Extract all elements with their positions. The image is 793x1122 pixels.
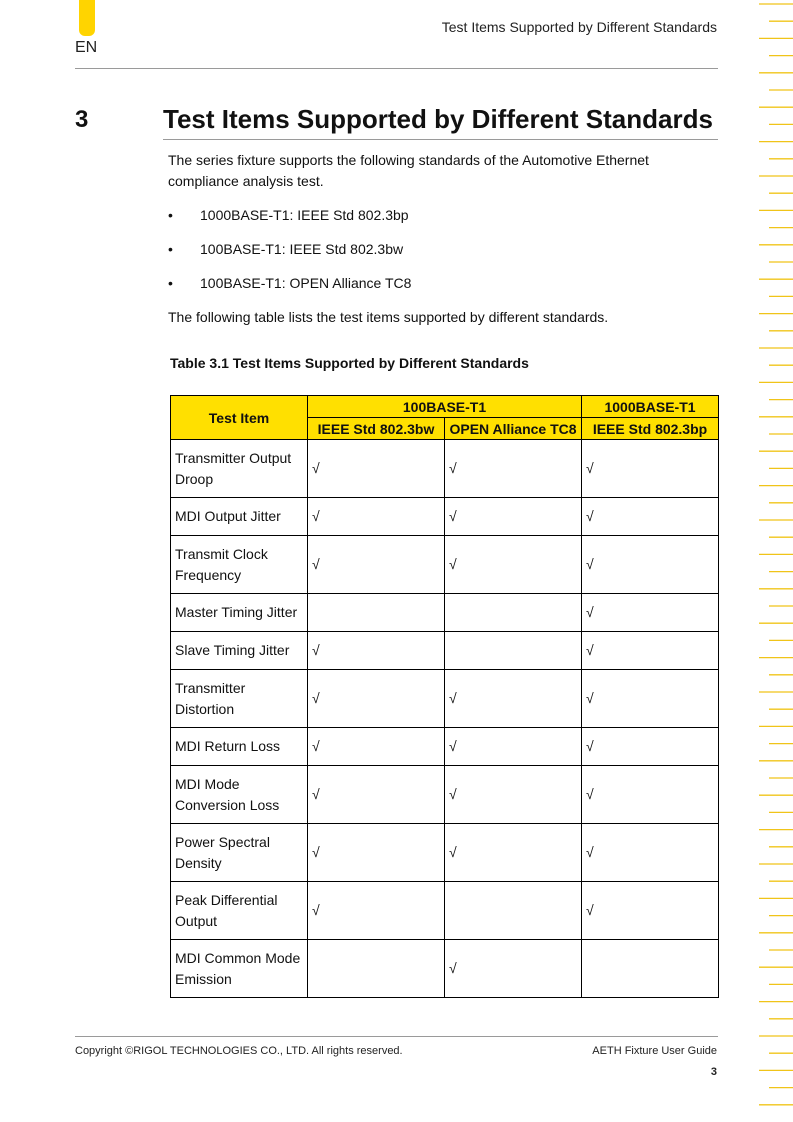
ieee-802-3bw-cell: √ [308,670,445,728]
table-row [171,766,719,824]
ieee-802-3bp-cell: √ [582,594,719,632]
test-item-cell: MDI Common Mode Emission [171,940,308,998]
test-item-cell: MDI Return Loss [171,728,308,766]
table-row [171,728,719,766]
margin-ruler-decoration [757,0,793,1122]
standards-list [168,205,411,307]
ieee-802-3bp-cell: √ [582,632,719,670]
language-tab-marker [79,0,95,36]
header-group-100base-t1: 100BASE-T1 [308,396,582,418]
test-item-cell: MDI Mode Conversion Loss [171,766,308,824]
table-row [171,594,719,632]
test-item-cell: Transmit Clock Frequency [171,536,308,594]
open-alliance-tc8-cell: √ [445,766,582,824]
table-row [171,882,719,940]
ieee-802-3bw-cell: √ [308,882,445,940]
list-item-text: 100BASE-T1: IEEE Std 802.3bw [200,241,404,257]
ieee-802-3bw-cell: √ [308,498,445,536]
ieee-802-3bw-cell [308,940,445,998]
ieee-802-3bp-cell: √ [582,824,719,882]
footer-copyright: Copyright ©RIGOL TECHNOLOGIES CO., LTD. All rights reserved. [75,1045,403,1057]
bullet-icon: • [168,207,173,223]
ieee-802-3bw-cell: √ [308,824,445,882]
open-alliance-tc8-cell: √ [445,670,582,728]
open-alliance-tc8-cell: √ [445,824,582,882]
ieee-802-3bp-cell: √ [582,766,719,824]
table-lead-paragraph: The following table lists the test items supported by different standards. [168,309,609,325]
ieee-802-3bp-cell: √ [582,440,719,498]
open-alliance-tc8-cell [445,882,582,940]
running-header-title: Test Items Supported by Different Standards [441,19,717,35]
test-item-cell: Master Timing Jitter [171,594,308,632]
table-row [171,536,719,594]
list-item-text: 100BASE-T1: OPEN Alliance TC8 [200,275,412,291]
test-item-cell: Transmitter Distortion [171,670,308,728]
bullet-icon: • [168,275,173,291]
header-test-item: Test Item [171,396,308,440]
ieee-802-3bw-cell [308,594,445,632]
test-item-cell: Power Spectral Density [171,824,308,882]
ieee-802-3bp-cell: √ [582,728,719,766]
table-caption: Table 3.1 Test Items Supported by Different Standards [170,355,529,371]
header-ieee-802-3bw: IEEE Std 802.3bw [308,418,445,440]
table-row [171,440,719,498]
test-item-cell: Peak Differential Output [171,882,308,940]
header-open-alliance-tc8: OPEN Alliance TC8 [445,418,582,440]
list-item-text: 1000BASE-T1: IEEE Std 802.3bp [200,207,409,223]
list-item [168,205,411,239]
language-code: EN [75,39,98,56]
list-item [168,239,411,273]
open-alliance-tc8-cell: √ [445,498,582,536]
open-alliance-tc8-cell: √ [445,440,582,498]
footer-divider [75,1036,718,1037]
test-item-cell: Slave Timing Jitter [171,632,308,670]
ieee-802-3bw-cell: √ [308,728,445,766]
chapter-number: 3 [75,106,89,133]
open-alliance-tc8-cell: √ [445,940,582,998]
open-alliance-tc8-cell: √ [445,536,582,594]
intro-paragraph: The series fixture supports the following standards of the Automotive Ethernet compliance analysis test. [168,152,649,189]
test-item-cell: MDI Output Jitter [171,498,308,536]
ieee-802-3bw-cell: √ [308,536,445,594]
test-item-cell: Transmitter Output Droop [171,440,308,498]
list-item [168,273,411,307]
chapter-title: Test Items Supported by Different Standards [163,104,713,134]
header-divider [75,68,718,69]
ieee-802-3bw-cell: √ [308,632,445,670]
bullet-icon: • [168,241,173,257]
header-ieee-802-3bp: IEEE Std 802.3bp [582,418,719,440]
ieee-802-3bw-cell: √ [308,766,445,824]
header-group-1000base-t1: 1000BASE-T1 [582,396,719,418]
ieee-802-3bp-cell: √ [582,498,719,536]
page-number: 3 [710,1066,717,1078]
table-row [171,632,719,670]
table-row [171,824,719,882]
title-underline [163,139,718,140]
ieee-802-3bp-cell: √ [582,536,719,594]
open-alliance-tc8-cell: √ [445,728,582,766]
ieee-802-3bp-cell: √ [582,670,719,728]
table-row [171,670,719,728]
test-items-table [170,395,719,998]
open-alliance-tc8-cell [445,632,582,670]
ieee-802-3bp-cell [582,940,719,998]
ieee-802-3bp-cell: √ [582,882,719,940]
footer-guide-name: AETH Fixture User Guide [592,1045,717,1057]
ieee-802-3bw-cell: √ [308,440,445,498]
table-row [171,940,719,998]
table-row [171,498,719,536]
open-alliance-tc8-cell [445,594,582,632]
